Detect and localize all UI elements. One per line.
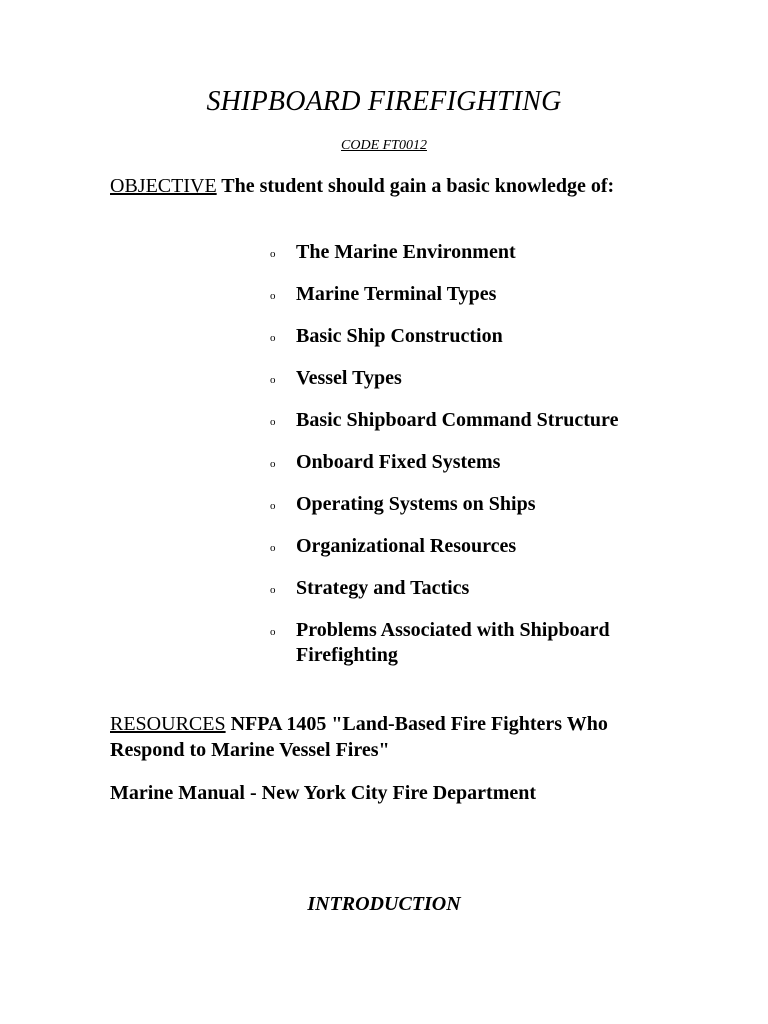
manual-reference: Marine Manual - New York City Fire Department [110, 782, 537, 804]
list-item-text: Vessel Types [296, 367, 402, 389]
list-item-text: Basic Shipboard Command Structure [296, 409, 619, 431]
bullet-icon: o [270, 626, 276, 638]
list-item-text: Organizational Resources [296, 535, 517, 557]
list-item [270, 324, 650, 349]
objective-label: OBJECTIVE [110, 175, 217, 197]
bullet-icon: o [270, 332, 276, 344]
list-item [270, 618, 650, 668]
list-item [270, 534, 650, 559]
document-title: SHIPBOARD FIREFIGHTING [206, 86, 562, 117]
list-item-text: The Marine Environment [296, 241, 516, 263]
resources-paragraph [110, 711, 670, 763]
list-item-text: Onboard Fixed Systems [296, 451, 501, 473]
list-item-text: Marine Terminal Types [296, 283, 497, 305]
bullet-icon: o [270, 584, 276, 596]
resources-text: NFPA 1405 "Land-Based Fire Fighters Who Respond to Marine Vessel Fires" [110, 713, 608, 761]
objective-text: The student should gain a basic knowledge of: [216, 175, 615, 197]
bullet-icon: o [270, 290, 276, 302]
bullet-icon: o [270, 248, 276, 260]
list-item [270, 240, 650, 265]
list-item-text: Problems Associated with Shipboard Firefighting [296, 619, 610, 666]
resources-label: RESOURCES [110, 713, 226, 735]
list-item-text: Basic Ship Construction [296, 325, 503, 347]
bullet-icon: o [270, 374, 276, 386]
bullet-icon: o [270, 542, 276, 554]
list-item [270, 450, 650, 475]
list-item [270, 492, 650, 517]
list-item [270, 408, 650, 433]
list-item [270, 366, 650, 391]
list-item [270, 576, 650, 601]
list-item [270, 282, 650, 307]
list-item-text: Strategy and Tactics [296, 577, 470, 599]
list-item-text: Operating Systems on Ships [296, 493, 536, 515]
section-heading: INTRODUCTION [307, 893, 461, 915]
bullet-icon: o [270, 500, 276, 512]
objective-paragraph [110, 173, 630, 199]
objective-list [270, 240, 650, 685]
course-code: CODE FT0012 [341, 138, 427, 153]
bullet-icon: o [270, 416, 276, 428]
bullet-icon: o [270, 458, 276, 470]
